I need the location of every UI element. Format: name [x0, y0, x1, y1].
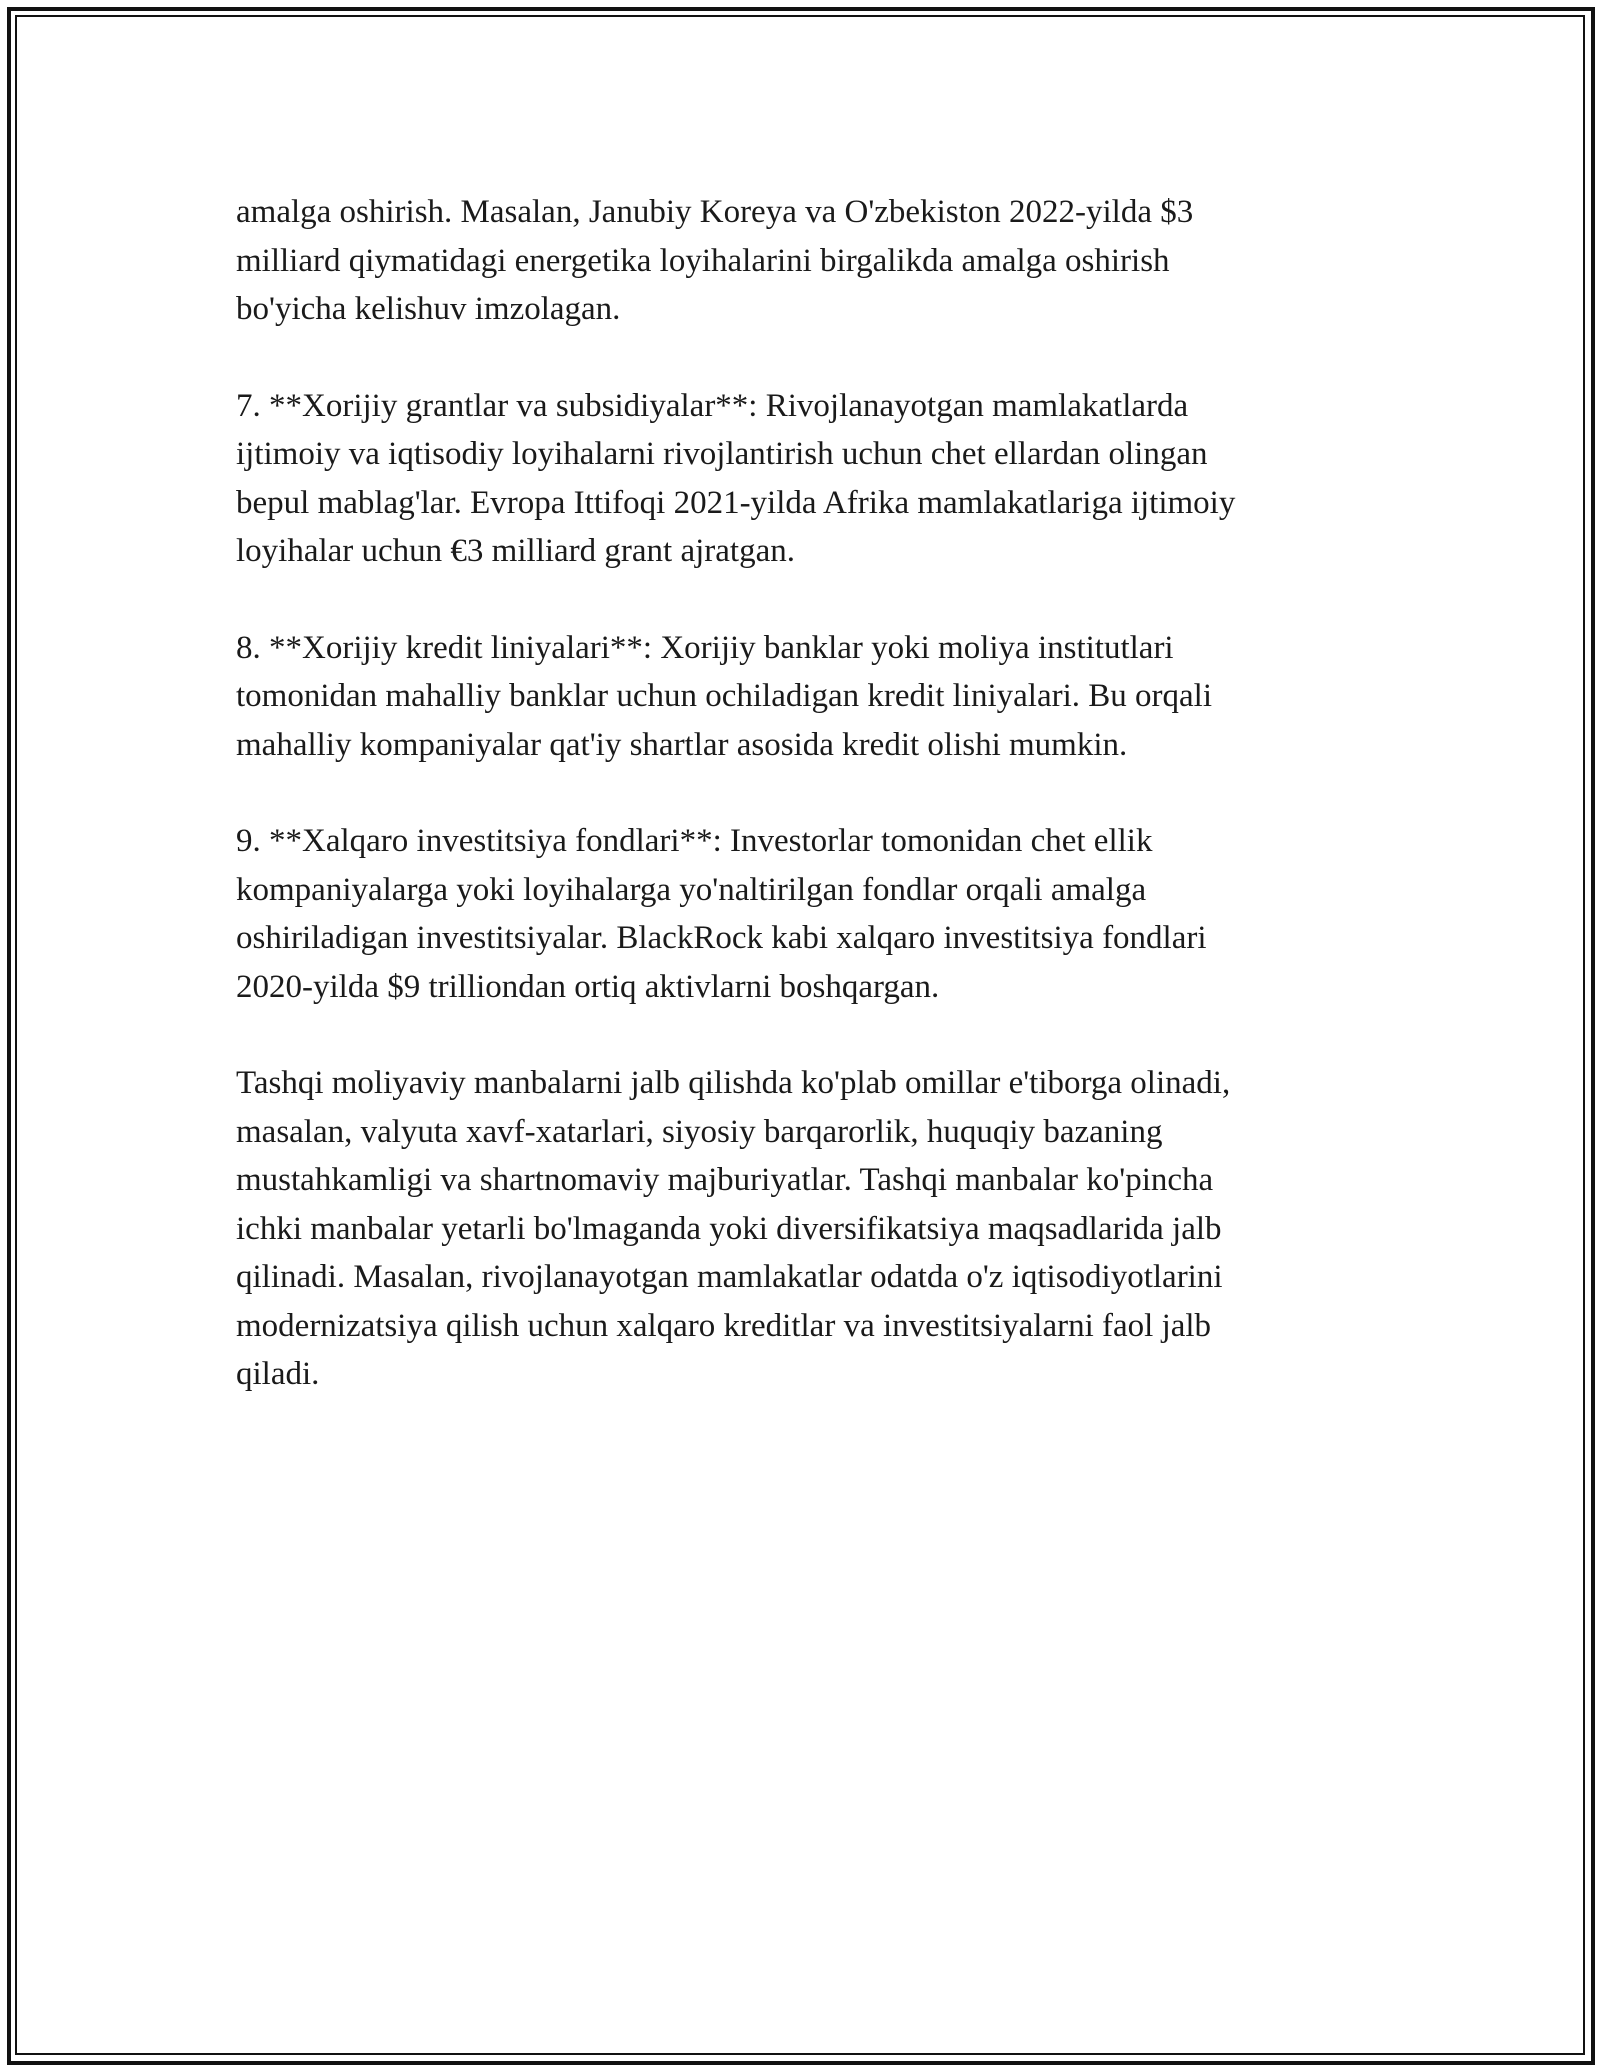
text-line: oshiriladigan investitsiyalar. BlackRock kabi xalqaro investitsiya fondlari	[236, 920, 1207, 956]
text-line: 2020-yilda $9 trilliondan ortiq aktivlarni boshqargan.	[236, 968, 940, 1005]
text-line: ijtimoiy va iqtisodiy loyihalarni rivojlantirish uchun chet ellardan olingan	[236, 436, 1208, 472]
list-item-7-grants	[236, 382, 1364, 576]
paragraph-continuation	[236, 188, 1364, 334]
text-line: mahalliy kompaniyalar qat'iy shartlar asosida kredit olishi mumkin.	[236, 726, 1128, 763]
text-line: 9. **Xalqaro investitsiya fondlari**: Investorlar tomonidan chet ellik	[236, 823, 1153, 859]
text-line: Tashqi moliyaviy manbalarni jalb qilishda ko'plab omillar e'tiborga olinadi,	[236, 1065, 1231, 1101]
text-line: ichki manbalar yetarli bo'lmaganda yoki diversifikatsiya maqsadlarida jalb	[236, 1210, 1222, 1247]
text-line: 8. **Xorijiy kredit liniyalari**: Xorijiy banklar yoki moliya institutlari	[236, 629, 1174, 666]
text-line: bo'yicha kelishuv imzolagan.	[236, 291, 621, 327]
text-line: qilinadi. Masalan, rivojlanayotgan mamlakatlar odatda o'z iqtisodiyotlarini	[236, 1259, 1223, 1295]
text-line: loyihalar uchun €3 milliard grant ajratgan.	[236, 533, 795, 569]
list-item-8-credit-lines	[236, 624, 1364, 770]
text-line: amalga oshirish. Masalan, Janubiy Koreya va O'zbekiston 2022-yilda $3	[236, 194, 1194, 230]
text-line: bepul mablag'lar. Evropa Ittifoqi 2021-yilda Afrika mamlakatlariga ijtimoiy	[236, 484, 1236, 521]
text-line: 7. **Xorijiy grantlar va subsidiyalar**: Rivojlanayotgan mamlakatlarda	[236, 387, 1189, 424]
text-line: qiladi.	[236, 1356, 320, 1392]
text-line: modernizatsiya qilish uchun xalqaro kreditlar va investitsiyalarni faol jalb	[236, 1307, 1212, 1344]
text-line: tomonidan mahalliy banklar uchun ochiladigan kredit liniyalari. Bu orqali	[236, 678, 1212, 714]
document-body	[236, 188, 1364, 1447]
text-line: milliard qiymatidagi energetika loyihalarini birgalikda amalga oshirish	[236, 242, 1170, 279]
text-line: kompaniyalarga yoki loyihalarga yo'naltirilgan fondlar orqali amalga	[236, 871, 1147, 908]
paragraph-conclusion	[236, 1059, 1364, 1399]
text-line: masalan, valyuta xavf-xatarlari, siyosiy barqarorlik, huquqiy bazaning	[236, 1113, 1163, 1150]
text-line: mustahkamligi va shartnomaviy majburiyatlar. Tashqi manbalar ko'pincha	[236, 1162, 1214, 1198]
list-item-9-investment-funds	[236, 817, 1364, 1011]
